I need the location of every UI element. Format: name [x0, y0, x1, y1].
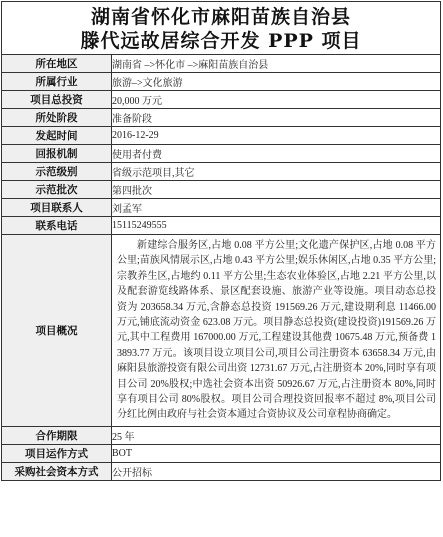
- row-region: [2, 55, 441, 73]
- contact-label: 项目联系人: [2, 199, 112, 217]
- region-value: 湖南省 –>怀化市 –>麻阳苗族自治县: [112, 55, 441, 73]
- document-title: [1, 1, 441, 54]
- phone-label: 联系电话: [2, 217, 112, 235]
- row-term: [2, 426, 441, 444]
- row-procurement: [2, 462, 441, 480]
- term-label: 合作期限: [2, 426, 112, 444]
- phone-value: 15115249555: [112, 217, 441, 235]
- row-investment: [2, 91, 441, 109]
- region-label: 所在地区: [2, 55, 112, 73]
- contact-value: 刘孟军: [112, 199, 441, 217]
- return-mechanism-value: 使用者付费: [112, 145, 441, 163]
- stage-value: 准备阶段: [112, 109, 441, 127]
- demo-level-value: 省级示范项目,其它: [112, 163, 441, 181]
- operation-mode-label: 项目运作方式: [2, 444, 112, 462]
- investment-label: 项目总投资: [2, 91, 112, 109]
- overview-value: 新建综合服务区,占地 0.08 平方公里;文化遗产保护区,占地 0.08 平方公里;苗族风情展示区,占地 0.43 平方公里;娱乐休闲区,占地 0.35 平方公里;宗教养生区,占地约 0.11 平方公里;生态农业体验区,占地 2.21 平方公里,以及配套游览线路体系、景区配套设施、旅游产业等设施。项目动态总投资为 203658.34 万元,含静态总投资 191569.26 万元,建设期利息 11466.00 万元,铺底流动资金 623.08 万元。项目静态总投资(建设投资)191569.26 万元,其中工程费用 167000.00 万元,工程建设其他费 10675.48 万元,预备费 13893.77 万元。该项目设立项目公司,项目公司注册资本 63658.34 万元,由麻阳县旅游投资有限公司出资 12731.67 万元,占注册资本 20%,同时享有项目公司 20%股权;中选社会资本出资 50926.67 万元,占注册资本 80%,同时享有项目公司 80%股权。项目公司合理投资回报率不超过 8%,项目公司分红比例由政府与社会资本通过合资协议及公司章程协商确定。: [112, 235, 441, 427]
- row-industry: [2, 73, 441, 91]
- row-demo-batch: [2, 181, 441, 199]
- operation-mode-value: BOT: [112, 444, 441, 462]
- investment-value: 20,000 万元: [112, 91, 441, 109]
- industry-value: 旅游–>文化旅游: [112, 73, 441, 91]
- row-return-mechanism: [2, 145, 441, 163]
- row-phone: [2, 217, 441, 235]
- industry-label: 所属行业: [2, 73, 112, 91]
- procurement-label: 采购社会资本方式: [2, 462, 112, 480]
- project-info-table: [1, 54, 441, 481]
- overview-label: 项目概况: [2, 235, 112, 427]
- demo-batch-label: 示范批次: [2, 181, 112, 199]
- row-stage: [2, 109, 441, 127]
- row-overview: [2, 235, 441, 427]
- title-line-2: 滕代远故居综合开发 PPP 项目: [80, 30, 362, 52]
- launch-time-value: 2016-12-29: [112, 127, 441, 145]
- row-contact: [2, 199, 441, 217]
- demo-batch-value: 第四批次: [112, 181, 441, 199]
- row-operation-mode: [2, 444, 441, 462]
- procurement-value: 公开招标: [112, 462, 441, 480]
- row-demo-level: [2, 163, 441, 181]
- term-value: 25 年: [112, 426, 441, 444]
- row-launch-time: [2, 127, 441, 145]
- launch-time-label: 发起时间: [2, 127, 112, 145]
- title-line-1: 湖南省怀化市麻阳苗族自治县: [90, 6, 351, 28]
- stage-label: 所处阶段: [2, 109, 112, 127]
- return-mechanism-label: 回报机制: [2, 145, 112, 163]
- demo-level-label: 示范级别: [2, 163, 112, 181]
